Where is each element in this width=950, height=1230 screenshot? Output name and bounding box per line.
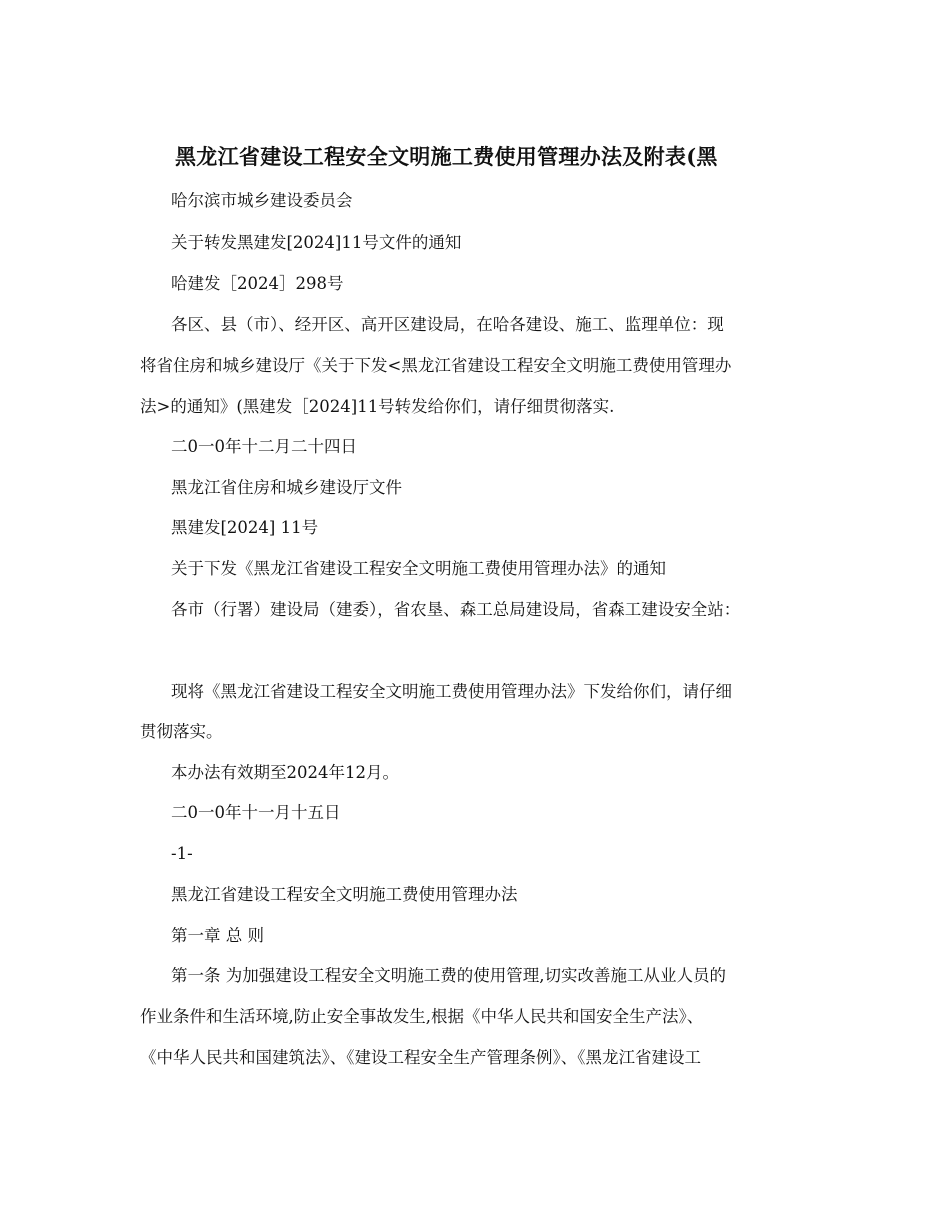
date-line: 二0一0年十一月十五日 bbox=[171, 803, 341, 822]
page-number: -1- bbox=[171, 844, 193, 863]
article-paragraph-line: 第一条 为加强建设工程安全文明施工费的使用管理,切实改善施工从业人员的 bbox=[171, 966, 726, 985]
date-line: 二0一0年十二月二十四日 bbox=[171, 437, 357, 456]
article-paragraph-line: 《中华人民共和国建筑法》、《建设工程安全生产管理条例》、《黑龙江省建设工 bbox=[140, 1048, 701, 1067]
recipients-line: 各市（行署）建设局（建委），省农垦、森工总局建设局，省森工建设安全站： bbox=[171, 600, 741, 619]
body-paragraph-line: 法>的通知》(黑建发［2024]11号转发给你们，请仔细贯彻落实. bbox=[140, 397, 615, 416]
document-title: 黑龙江省建设工程安全文明施工费使用管理办法及附表(黑 bbox=[175, 144, 718, 169]
issuing-org: 黑龙江省住房和城乡建设厅文件 bbox=[171, 478, 402, 497]
body-paragraph-line: 将省住房和城乡建设厅《关于下发<黑龙江省建设工程安全文明施工费使用管理办 bbox=[140, 356, 732, 375]
chapter-heading: 第一章 总 则 bbox=[171, 926, 264, 945]
notice-title: 关于下发《黑龙江省建设工程安全文明施工费使用管理办法》的通知 bbox=[171, 559, 666, 578]
section-title: 黑龙江省建设工程安全文明施工费使用管理办法 bbox=[171, 885, 518, 904]
doc-number: 黑建发[2024] 11号 bbox=[171, 518, 319, 537]
doc-number: 哈建发［2024］298号 bbox=[171, 274, 344, 293]
body-paragraph-line: 各区、县（市）、经开区、高开区建设局，在哈各建设、施工、监理单位：现 bbox=[171, 315, 724, 334]
notice-title: 关于转发黑建发[2024]11号文件的通知 bbox=[171, 233, 462, 252]
body-paragraph-line: 现将《黑龙江省建设工程安全文明施工费使用管理办法》下发给你们，请仔细 bbox=[171, 682, 732, 701]
issuing-org: 哈尔滨市城乡建设委员会 bbox=[171, 191, 353, 210]
validity-line: 本办法有效期至2024年12月。 bbox=[171, 763, 399, 782]
body-paragraph-line: 贯彻落实。 bbox=[140, 722, 223, 741]
article-paragraph-line: 作业条件和生活环境,防止安全事故发生,根据《中华人民共和国安全生产法》、 bbox=[140, 1007, 704, 1026]
